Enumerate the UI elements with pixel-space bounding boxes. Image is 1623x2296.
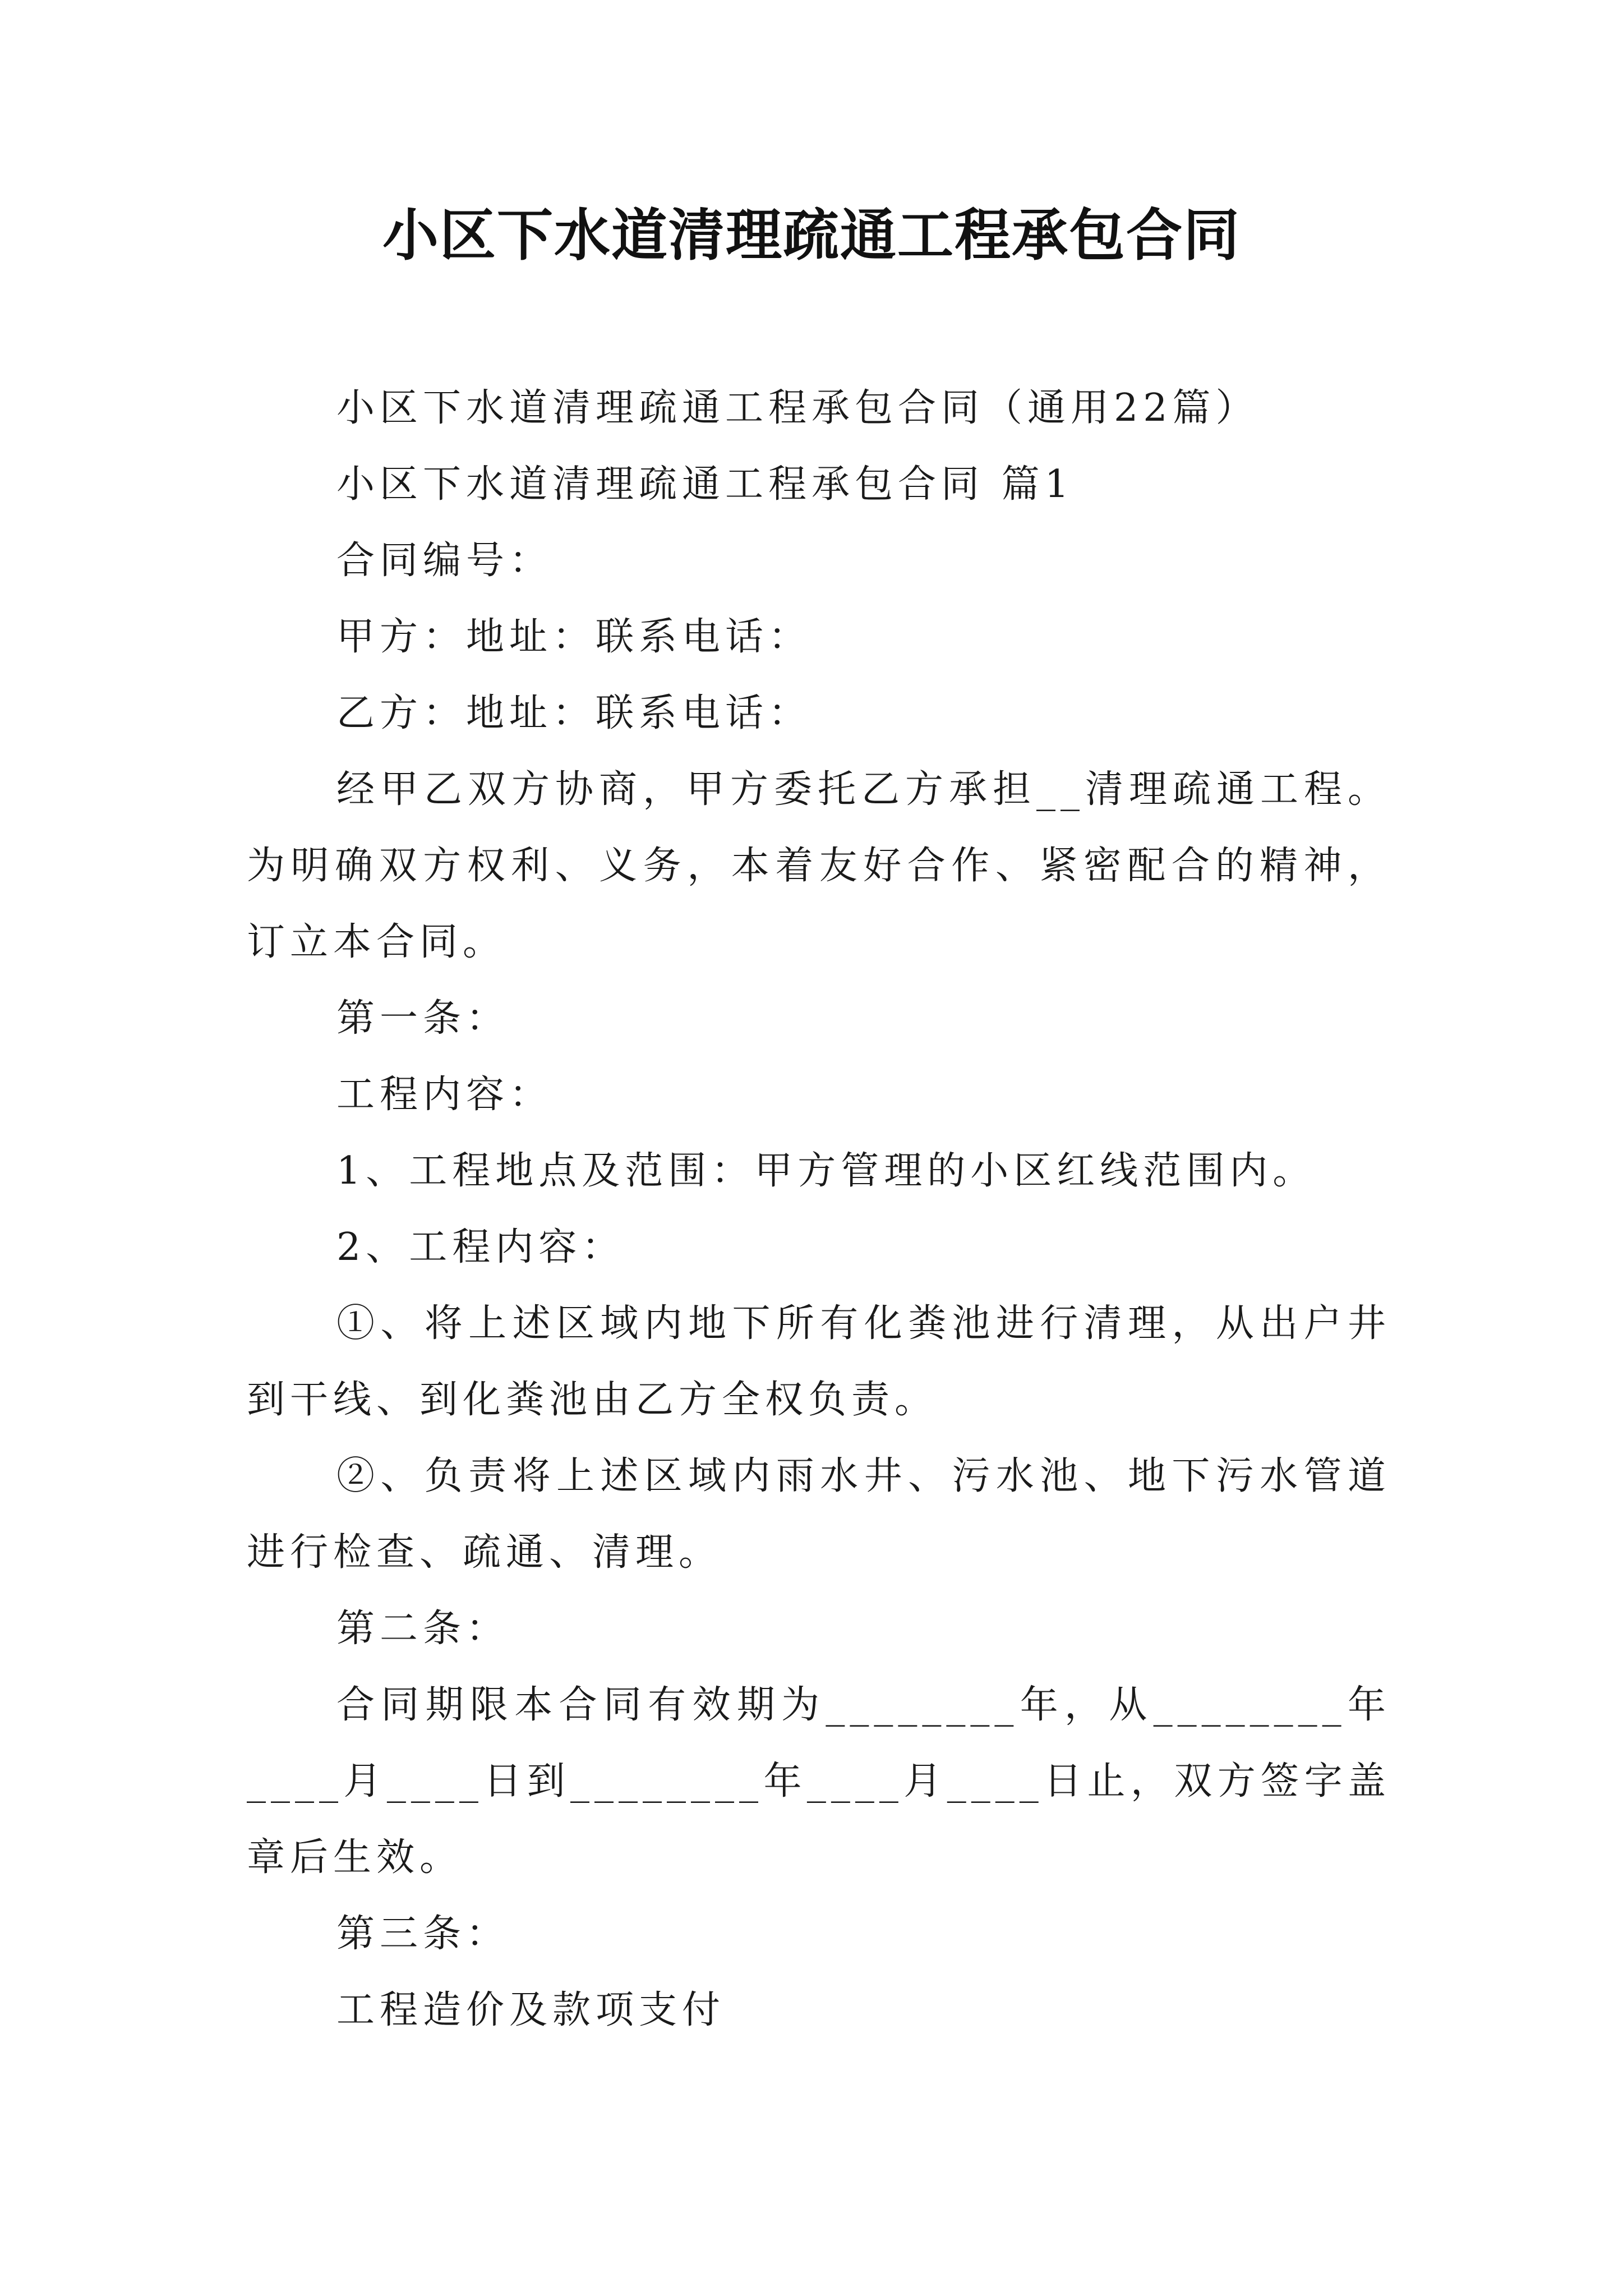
paragraph-work-content-heading: 工程内容： bbox=[336, 1073, 553, 1117]
paragraph-item-2: 2、工程内容： bbox=[336, 1225, 625, 1269]
document-body bbox=[247, 370, 1391, 2049]
paragraph-article-3: 第三条： bbox=[336, 1912, 510, 1956]
paragraph-contract-number: 合同编号： bbox=[336, 539, 553, 583]
paragraph-contract-term: 合同期限本合同有效期为________年，从________年____月____日到________年____月____日止，双方签字盖章后生效。 bbox=[247, 1683, 1391, 1880]
paragraph-section-heading: 小区下水道清理疏通工程承包合同 篇1 bbox=[336, 462, 1074, 507]
document-title: 小区下水道清理疏通工程承包合同 bbox=[382, 203, 1241, 268]
paragraph-article-1: 第一条： bbox=[336, 996, 510, 1041]
paragraph-item-1: 1、工程地点及范围：甲方管理的小区红线范围内。 bbox=[336, 1149, 1316, 1193]
paragraph-party-b: 乙方：地址：联系电话： bbox=[336, 691, 812, 735]
paragraph-subtitle: 小区下水道清理疏通工程承包合同（通用22篇） bbox=[336, 386, 1259, 430]
paragraph-article-2: 第二条： bbox=[336, 1607, 510, 1651]
paragraph-payment-heading: 工程造价及款项支付 bbox=[336, 1988, 726, 2032]
paragraph-subitem-2: ②、负责将上述区域内雨水井、污水池、地下污水管道进行检查、疏通、清理。 bbox=[247, 1454, 1391, 1575]
paragraph-preamble: 经甲乙双方协商，甲方委托乙方承担__清理疏通工程。为明确双方权利、义务，本着友好合作、紧密配合的精神，订立本合同。 bbox=[247, 767, 1391, 964]
paragraph-subitem-1: ①、将上述区域内地下所有化粪池进行清理，从出户井到干线、到化粪池由乙方全权负责。 bbox=[247, 1301, 1391, 1422]
paragraph-party-a: 甲方：地址：联系电话： bbox=[336, 615, 812, 659]
